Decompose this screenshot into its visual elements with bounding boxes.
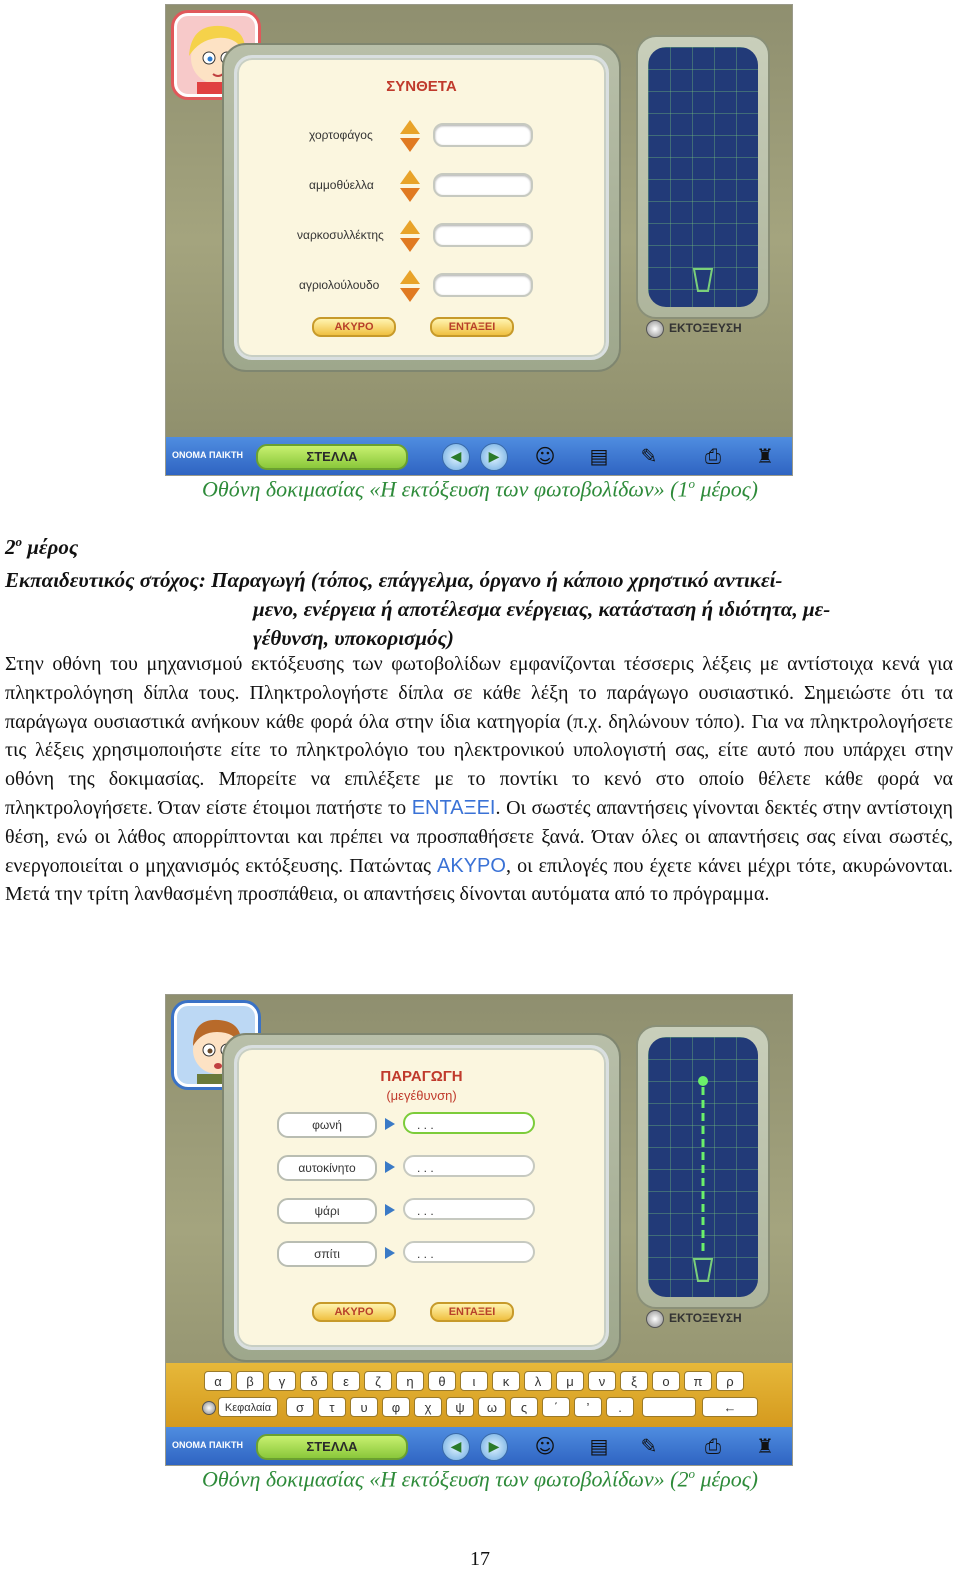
- educational-goal: [5, 566, 953, 653]
- keyboard-key[interactable]: τ: [318, 1397, 346, 1417]
- player-name-label: ΟΝΟΜΑ ΠΑΙΚΤΗ: [172, 450, 243, 460]
- launcher-screen: [636, 35, 770, 319]
- keyboard-key[interactable]: ς: [510, 1397, 538, 1417]
- answer-field[interactable]: [433, 223, 533, 247]
- keyboard-key[interactable]: ε: [332, 1371, 360, 1391]
- cancel-keyword: ΑΚΥΡΟ: [437, 854, 506, 877]
- cancel-button[interactable]: ΑΚΥΡΟ: [312, 317, 396, 337]
- paragraph-part: , οι επιλογές που έχετε κάνει μέχρι τότε, ακυρώνονται. Μετά την τρίτη λανθασμένη προσπάθεια, οι απαντήσεις δίνονται αυτόματα από το πρόγραμμα.: [5, 854, 954, 906]
- goal-line: Εκπαιδευτικός στόχος: Παραγωγή (τόπος, επάγγελμα, όργανο ή κάποιο χρηστικό αντικεί-: [5, 568, 783, 592]
- bottom-toolbar: [166, 1427, 792, 1465]
- keyboard-key[interactable]: ΄: [542, 1397, 570, 1417]
- forward-arrow-icon[interactable]: ▶: [480, 1433, 508, 1461]
- answer-field[interactable]: . . .: [403, 1112, 535, 1134]
- keyboard-key[interactable]: κ: [492, 1371, 520, 1391]
- caption-tail: μέρος): [694, 476, 758, 502]
- answer-field[interactable]: . . .: [403, 1198, 535, 1220]
- ok-keyword: ΕΝΤΑΞΕΙ: [411, 796, 496, 819]
- paragraph-part: . Οι σωστές απαντήσεις γίνονται δεκτές στην αντίστοιχη θέση, ενώ οι λάθος απορρίπτονται και πρέπει να προσπαθήσετε ξανά. Όταν όλες οι απαντήσεις σας είναι σωστές, ενεργοποιείται ο μηχανισμός εκτόξευσης. Πατώντας: [5, 796, 954, 877]
- word-label: ψάρι: [277, 1198, 377, 1224]
- flare-trail-icon: [648, 1037, 758, 1297]
- fire-label: ΕΚΤΟΞΕΥΣΗ: [669, 1311, 742, 1325]
- keyboard-key[interactable]: ο: [652, 1371, 680, 1391]
- player-name-field: ΣΤΕΛΛΑ: [256, 444, 408, 470]
- screenshot-1: [165, 4, 793, 476]
- caption-1: [0, 476, 960, 502]
- radar-grid: [648, 47, 758, 307]
- keyboard-key[interactable]: θ: [428, 1371, 456, 1391]
- goal-line: γέθυνση, υποκορισμός): [253, 626, 454, 650]
- word-label: αγριολούλουδο: [299, 278, 380, 292]
- radar-grid: [648, 1037, 758, 1297]
- bottom-toolbar: [166, 437, 792, 475]
- caption-tail: μέρος): [694, 1466, 758, 1492]
- keyboard-key[interactable]: π: [684, 1371, 712, 1391]
- keyboard-key[interactable]: ζ: [364, 1371, 392, 1391]
- task-panel: [234, 1045, 609, 1350]
- fire-button-icon[interactable]: [646, 1310, 664, 1328]
- stepper-arrows-icon[interactable]: [397, 120, 423, 154]
- keyboard-key[interactable]: φ: [382, 1397, 410, 1417]
- keyboard-key[interactable]: χ: [414, 1397, 442, 1417]
- paragraph-part: Στην οθόνη του μηχανισμού εκτόξευσης των φωτοβολίδων εμφανίζονται τέσσερις λέξεις με αντίστοιχα κενά για πληκτρολόγηση δίπλα τους. Πληκτρολογήστε δίπλα σε κάθε λέξη το παράγωγο ουσιαστικό. Σημειώστε ότι τα παράγωγα ουσιαστικά ανήκουν κάθε φορά όλα στην ίδια κατηγορία (π.χ. δηλώνουν τόπο). Για να πληκτρολογήσετε τις λέξεις χρησιμοποιήστε είτε το πληκτρολόγιο του ηλεκτρονικού υπολογιστή σας, είτε αυτό που υπάρχει στην οθόνη της δοκιμασίας. Μπορείτε να επιλέξετε με το ποντίκι το κενό στο οποίο θέλετε κάθε φορά να πληκτρολογήσετε. Όταν είστε έτοιμοι πατήστε το: [5, 653, 953, 819]
- keyboard-key[interactable]: ψ: [446, 1397, 474, 1417]
- keyboard-key[interactable]: α: [204, 1371, 232, 1391]
- keyboard-key[interactable]: ’: [574, 1397, 602, 1417]
- printer-icon[interactable]: ⎙: [705, 1434, 721, 1458]
- task-frame: [222, 43, 621, 372]
- word-label: ναρκοσυλλέκτης: [297, 228, 384, 242]
- caption-text: Οθόνη δοκιμασίας «Η εκτόξευση των φωτοβολίδων» (1: [202, 476, 689, 502]
- goal-line: μενο, ενέργεια ή αποτέλεσμα ενέργειας, κατάσταση ή ιδιότητα, με-: [253, 597, 831, 621]
- keyboard-key[interactable]: ρ: [716, 1371, 744, 1391]
- part-sup: ο: [15, 534, 22, 549]
- notebook-icon[interactable]: ▤: [589, 1434, 609, 1458]
- word-label: φωνή: [277, 1112, 377, 1138]
- cancel-button[interactable]: ΑΚΥΡΟ: [312, 1302, 396, 1322]
- rocket-icon[interactable]: ♜: [756, 444, 774, 468]
- keyboard-key[interactable]: η: [396, 1371, 424, 1391]
- word-label: σπίτι: [277, 1241, 377, 1267]
- caption-sup: ο: [688, 1466, 695, 1481]
- keyboard-key[interactable]: δ: [300, 1371, 328, 1391]
- panel-title: ΠΑΡΑΓΩΓΗ: [380, 1068, 463, 1085]
- word-label: αυτοκίνητο: [277, 1155, 377, 1181]
- back-arrow-icon[interactable]: ◀: [442, 443, 470, 471]
- arrow-right-icon: [385, 1118, 395, 1130]
- stepper-arrows-icon[interactable]: [397, 170, 423, 204]
- ok-button[interactable]: ΕΝΤΑΞΕΙ: [430, 317, 514, 337]
- part-word: μέρος: [22, 535, 79, 559]
- caps-toggle-icon[interactable]: [202, 1401, 216, 1415]
- screenshot-2: [165, 994, 793, 1466]
- launcher-screen: [636, 1025, 770, 1309]
- stepper-arrows-icon[interactable]: [397, 270, 423, 304]
- player-name-label: ΟΝΟΜΑ ΠΑΙΚΤΗ: [172, 1440, 243, 1450]
- caps-lock-key[interactable]: Κεφαλαία: [218, 1397, 278, 1417]
- caption-2: [0, 1466, 960, 1492]
- arrow-right-icon: [385, 1204, 395, 1216]
- task-frame: [222, 1033, 621, 1362]
- word-label: αμμοθύελλα: [309, 178, 374, 192]
- printer-icon[interactable]: ⎙: [705, 444, 721, 468]
- panel-subtitle: (μεγέθυνση): [386, 1088, 457, 1103]
- part-number: 2: [5, 535, 16, 559]
- keyboard-key[interactable]: ι: [460, 1371, 488, 1391]
- keyboard-key[interactable]: .: [606, 1397, 634, 1417]
- back-arrow-icon[interactable]: ◀: [442, 1433, 470, 1461]
- notebook-icon[interactable]: ▤: [589, 444, 609, 468]
- greek-keyboard: [166, 1363, 792, 1427]
- fire-control[interactable]: [646, 318, 793, 338]
- space-key[interactable]: [642, 1397, 696, 1417]
- fire-label: ΕΚΤΟΞΕΥΣΗ: [669, 321, 742, 335]
- fire-control[interactable]: [646, 1308, 793, 1328]
- player-name-field: ΣΤΕΛΛΑ: [256, 1434, 408, 1460]
- keyboard-key[interactable]: γ: [268, 1371, 296, 1391]
- keyboard-key[interactable]: λ: [524, 1371, 552, 1391]
- arrow-right-icon: [385, 1161, 395, 1173]
- ok-button[interactable]: ΕΝΤΑΞΕΙ: [430, 1302, 514, 1322]
- fire-button-icon[interactable]: [646, 320, 664, 338]
- stepper-arrows-icon[interactable]: [397, 220, 423, 254]
- instructions-paragraph: [5, 650, 953, 909]
- answer-field[interactable]: [433, 173, 533, 197]
- answer-field[interactable]: . . .: [403, 1241, 535, 1263]
- tools-icon[interactable]: ✎: [640, 1434, 658, 1458]
- answer-field[interactable]: . . .: [403, 1155, 535, 1177]
- keyboard-key[interactable]: ξ: [620, 1371, 648, 1391]
- tools-icon[interactable]: ✎: [640, 444, 658, 468]
- keyboard-key[interactable]: ν: [588, 1371, 616, 1391]
- page-number: 17: [470, 1548, 490, 1570]
- flare-cup-icon: [648, 47, 758, 307]
- keyboard-key[interactable]: β: [236, 1371, 264, 1391]
- keyboard-key[interactable]: μ: [556, 1371, 584, 1391]
- smiley-icon[interactable]: ☺: [534, 1434, 556, 1458]
- part-heading: [5, 534, 78, 560]
- caption-sup: ο: [688, 476, 695, 491]
- panel-title: ΣΥΝΘΕΤΑ: [386, 78, 457, 95]
- rocket-icon[interactable]: ♜: [756, 1434, 774, 1458]
- keyboard-key[interactable]: υ: [350, 1397, 378, 1417]
- arrow-right-icon: [385, 1247, 395, 1259]
- word-label: χορτοφάγος: [309, 128, 373, 142]
- answer-field[interactable]: [433, 273, 533, 297]
- answer-field[interactable]: [433, 123, 533, 147]
- caption-text: Οθόνη δοκιμασίας «Η εκτόξευση των φωτοβολίδων» (2: [202, 1466, 689, 1492]
- task-panel: [234, 55, 609, 360]
- keyboard-key[interactable]: ω: [478, 1397, 506, 1417]
- smiley-icon[interactable]: ☺: [534, 444, 556, 468]
- forward-arrow-icon[interactable]: ▶: [480, 443, 508, 471]
- keyboard-key[interactable]: σ: [286, 1397, 314, 1417]
- backspace-key[interactable]: ←: [702, 1397, 758, 1417]
